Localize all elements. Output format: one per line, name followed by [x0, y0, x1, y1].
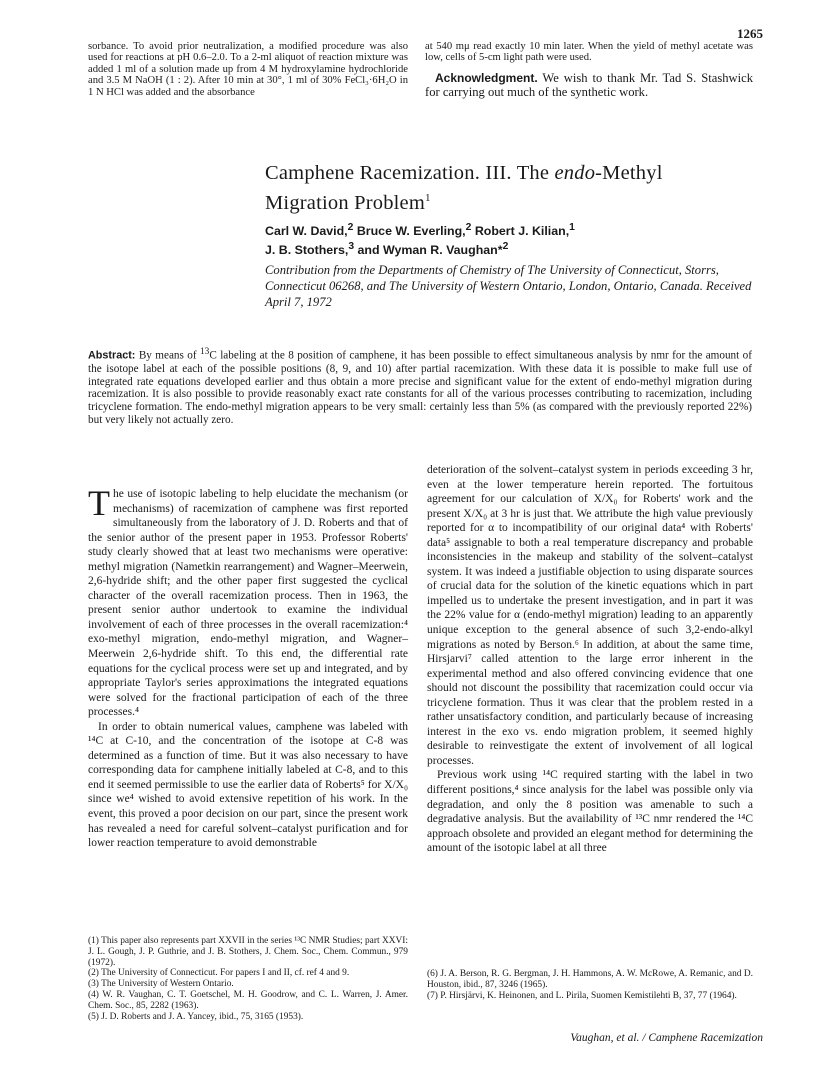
- top-right-text: at 540 mμ read exactly 10 min later. When the yield of methyl acetate was low, cells of 5-cm light path were used.: [425, 41, 753, 64]
- author-david: Carl W. David,: [265, 224, 348, 239]
- top-left-column: [88, 41, 408, 98]
- author-vaughan: and Wyman R. Vaughan*: [354, 243, 503, 258]
- footnote: (6) J. A. Berson, R. G. Bergman, J. H. Hammons, A. W. McRowe, A. Remanic, and D. Houston, ibid., 87, 3246 (1965).: [427, 969, 753, 990]
- article-title: [265, 161, 765, 216]
- title-part-4: Migration Problem: [265, 191, 425, 214]
- author-everling: Bruce W. Everling,: [353, 224, 466, 239]
- drop-cap: T: [88, 483, 110, 523]
- acknowledgment: [425, 71, 753, 100]
- right-column: [427, 463, 753, 856]
- author-list: [265, 220, 765, 258]
- author-mark: 2: [465, 222, 472, 233]
- author-stothers: J. B. Stothers,: [265, 243, 349, 258]
- title-part-3: -Methyl: [595, 162, 663, 184]
- footnotes-left: [88, 936, 408, 1022]
- paragraph: deterioration of the solvent–catalyst system in periods exceeding 3 hr, even at the lower temperature herein reported. The fortuitous agreement for our calculation of X/X₀ for Roberts' work and the present X/X₀ at 3 hr is just that. We attribute the high value previously reported for α to incompatibility of our original data⁴ with Roberts' data⁵ assignable to both a real temperature discrepancy and probable inconsistencies in the makeup and stability of the solvent–catalyst system. It was indeed a justifiable objection to using disparate sources of crucial data for the solution of the kinetic equations which in part impelled us to undertake the present investigation, and in part it was the 22% value for α (endo-methyl migration) leading to an apparently unique exception to the general absence of such 3,2-endo-alkyl migrations as noted by Berson.⁶ In addition, at about the same time, Hirsjarvi⁷ called attention to the large error inherent in the experimental method and also offered convincing evidence that one should not discount the possibility that racemization could occur via tricyclene formation. Thus it was clear that the problem rested in a rather unsatisfactory condition, and particularly because of increasing interest in the exo vs. endo migration problem, it seemed highly desirable to reinvestigate the extent of involvement of all logical processes.: [427, 464, 753, 767]
- abstract-text: C labeling at the 8 position of camphene, it has been possible to effect simultaneous analysis by nmr for the amount of the isotope label at each of the possible positions (8, 9, and 10) after partial racemization. With these data it is possible to make full use of integrated rate equations developed earlier and thus obtain a more precise and significant value for the extent of endo-methyl migration during racemization. It is also possible to provide reasonably exact rate constants for all of the various processes contributing to racemization, including tricyclene formation. The endo-methyl migration appears to be very small: certainly less than 5% (as compared with the previously reported 22%) but very likely not actually zero.: [88, 349, 752, 427]
- footnote: (5) J. D. Roberts and J. A. Yancey, ibid., 75, 3165 (1953).: [88, 1011, 304, 1022]
- title-part-2: endo: [554, 162, 596, 184]
- paragraph: Previous work using ¹⁴C required starting with the label in two different positions,⁴ since analysis for the label was possible only via degradation, and only the 8 position was amenable to such a degradative analysis. But the availability of ¹³C nmr rendered the ¹⁴C approach obsolete and provided an elegant method for determining the amount of the isotopic label at all three: [427, 769, 753, 855]
- left-column: [88, 483, 408, 851]
- footnote: (7) P. Hirsjärvi, K. Heinonen, and L. Pirila, Suomen Kemistilehti B, 37, 77 (1964).: [427, 990, 737, 1001]
- footnotes-right: [427, 969, 753, 1001]
- isotope-mark: 13: [200, 347, 210, 357]
- top-right-column: [425, 41, 753, 100]
- title-footnote-mark: 1: [424, 192, 431, 204]
- acknowledgment-heading: Acknowledgment.: [435, 70, 538, 85]
- paragraph: he use of isotopic labeling to help elucidate the mechanism (or mechanisms) of racemization of camphene was first reported simultaneously from the laboratory of J. D. Roberts and that of the senior author of the present paper in 1953. Professor Roberts' study clearly showed that at least two mechanisms were operative: methyl migration (Nametkin rearrangement) and Wagner–Meerwein, 2,6-hydride shift; and the other paper first suggested the cyclical character of the overall racemization process. Then in 1963, the present senior author undertook to examine the individual involvement of each of three processes in the overall racemization:⁴ exo-methyl migration, endo-methyl migration, and Wagner–Meerwein 2,6-hydride shift. To this end, the differential rate equations for the cyclical process were set up and integrated, and by appropriate Taylor's series approximations the integrated equations were solved for the fractional participation of each of the three processes.⁴: [88, 488, 408, 719]
- abstract: [88, 346, 752, 427]
- abstract-text: By means of: [135, 349, 200, 362]
- author-mark: 3: [348, 241, 355, 253]
- author-kilian: Robert J. Kilian,: [471, 224, 570, 239]
- footnote: (4) W. R. Vaughan, C. T. Goetschel, M. H. Goodrow, and C. L. Warren, J. Amer. Chem. Soc., 85, 2282 (1963).: [88, 989, 408, 1011]
- abstract-label: Abstract:: [88, 349, 136, 362]
- paragraph: In order to obtain numerical values, camphene was labeled with ¹⁴C at C-10, and the concentration of the isotope at C-8 was determined as a function of time. But it was also necessary to have corresponding data for camphene initially labeled at C-8, and to this end it seemed permissible to use the earlier data of Roberts⁵ for X/X₀ since we⁴ wished to avoid extensive repetition of his work. In the event, this proved a poor decision on our part, since the present work has revealed a need for careful solvent–catalyst purification and for lower reaction temperature to avoid demonstrable: [88, 720, 408, 850]
- running-footer: Vaughan, et al. / Camphene Racemization: [570, 1032, 763, 1044]
- author-mark: 2: [347, 222, 354, 233]
- footnote: (3) The University of Western Ontario.: [88, 979, 234, 990]
- footnote: (1) This paper also represents part XXVII in the series ¹³C NMR Studies; part XXVI: J. L. Gough, J. P. Guthrie, and J. B. Stothers, J. Chem. Soc., Chem. Commun., 979 (1972).: [88, 936, 408, 968]
- top-left-text: sorbance. To avoid prior neutralization, a modified procedure was also used for reactions at pH 0.6–2.0. To a 2-ml aliquot of reaction mixture was added 1 ml of a solution made up from 4 M hydroxylamine hydrochloride and 3.5 M NaOH (1 : 2). After 10 min at 30°, 1 ml of 30% FeCl₃·6H₂O in 1 N HCl was added and the absorbance: [88, 41, 408, 98]
- title-part-1: Camphene Racemization. III. The: [265, 162, 555, 184]
- author-mark: 2: [502, 241, 509, 253]
- acknowledgment-text: We wish to thank Mr. Tad S. Stashwick for carrying out much of the synthetic work.: [425, 70, 753, 100]
- footnote: (2) The University of Connecticut. For papers I and II, cf. ref 4 and 9.: [88, 968, 350, 979]
- affiliation: Contribution from the Departments of Chemistry of The University of Connecticut, Storrs, Connecticut 06268, and The University of Western Ontario, London, Ontario, Canada. Received April 7, 1972: [265, 263, 752, 309]
- author-mark: 1: [569, 222, 575, 233]
- page-number: 1265: [737, 26, 763, 41]
